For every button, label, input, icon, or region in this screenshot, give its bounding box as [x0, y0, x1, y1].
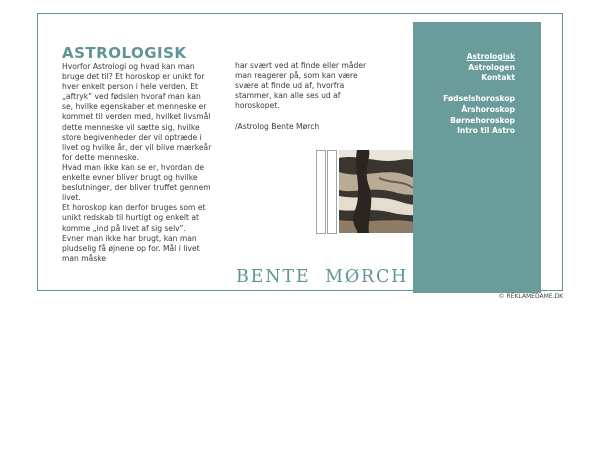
nav-link-kontakt[interactable]: Kontakt	[481, 73, 515, 83]
decorative-bar	[316, 150, 326, 234]
nav-link-bornehoroskop[interactable]: Børnehoroskop	[450, 115, 515, 125]
intro-text: Hvorfor Astrologi og hvad kan man bruge det til? Et horoskop er unikt for hver enkelt person i hele verden. Et „aftryk” ved fødslen hvoraf man kan se, hvilke egenskaber et menneske er kommet til verden med, hvilket livsmål dette menneske vil sætte sig, hvilke store begivenheder der vil optræde i livet og hvilke år, der vil blive mærkeår for dette menneske. Hvad man ikke kan se er, hvordan de enkelte evner bliver brugt og hvilke beslutninger, der bliver truffet gennem livet. Et horoskop kan derfor bruges som et unikt redskab til hurtigt og enkelt at komme „ind på livet af sig selv”. Evner man ikke har brugt, kan man pludselig få øjnene op for. Mål i livet man måske	[62, 62, 212, 263]
nav-link-astrologen[interactable]: Astrologen	[468, 62, 515, 72]
nav-link-fodselshoroskop[interactable]: Fødselshoroskop	[443, 94, 515, 104]
nav-link-intro-til-astro[interactable]: Intro til Astro	[457, 126, 515, 136]
text-column-right	[235, 61, 375, 133]
main-nav	[443, 52, 515, 137]
content-frame	[37, 13, 563, 291]
signature: /Astrolog Bente Mørch	[235, 122, 320, 132]
page-title: ASTROLOGISK	[62, 44, 187, 62]
sidebar	[413, 22, 541, 293]
credit-link[interactable]: © REKLAMEDAME.DK	[498, 293, 563, 300]
continued-text: har svært ved at finde eller måder man reagerer på, som kan være svære at finde ud af, hvorfra stammer, kan alle ses ud af horoskopet.	[235, 61, 367, 111]
decorative-bar	[327, 150, 337, 234]
nav-spacer	[443, 84, 515, 95]
logo-wordmark: BENTE MØRCH	[236, 267, 409, 287]
nav-link-arshoroskop[interactable]: Årshoroskop	[461, 104, 515, 114]
nav-link-astrologisk[interactable]: Astrologisk	[466, 52, 515, 61]
